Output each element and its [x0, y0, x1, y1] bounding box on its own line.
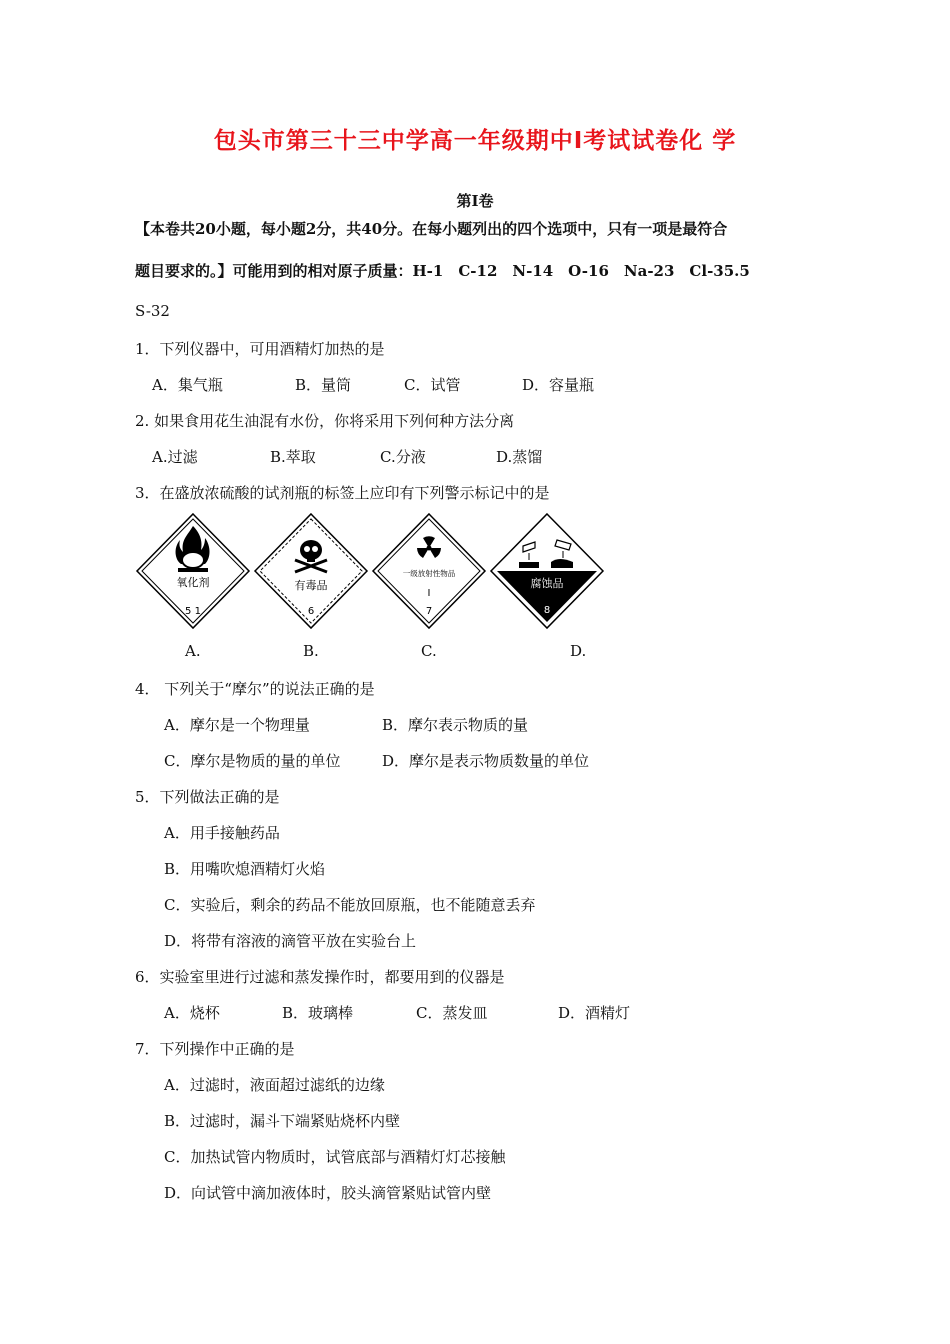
- question-1-option-c: C．试管: [404, 376, 461, 394]
- question-3-option-c: C.: [421, 642, 437, 660]
- radioactive-sign: [371, 512, 487, 630]
- question-1-option-b: B．量筒: [295, 376, 352, 394]
- question-2-option-d: D.蒸馏: [496, 448, 543, 466]
- section-heading: 第Ⅰ卷: [456, 192, 494, 210]
- question-1-stem: 1．下列仪器中，可用酒精灯加热的是: [135, 340, 385, 358]
- question-6-option-d: D．酒精灯: [558, 1004, 631, 1022]
- question-6-option-a: A．烧杯: [164, 1004, 220, 1022]
- page-title: 包头市第三十三中学高一年级期中I考试试卷化 学: [213, 128, 737, 154]
- sign-a-text: 氧化剂: [176, 576, 210, 589]
- sign-a-number: 5 1: [185, 606, 201, 617]
- question-7-stem: 7．下列操作中正确的是: [135, 1040, 295, 1058]
- question-7-option-c: C．加热试管内物质时，试管底部与酒精灯灯芯接触: [164, 1148, 506, 1166]
- question-4-option-c: C．摩尔是物质的量的单位: [164, 752, 341, 770]
- sign-d-number: 8: [543, 605, 551, 616]
- question-5-option-c: C．实验后，剩余的药品不能放回原瓶，也不能随意丢弃: [164, 896, 536, 914]
- question-7-option-d: D．向试管中滴加液体时，胶头滴管紧贴试管内壁: [164, 1184, 492, 1202]
- question-3-stem: 3．在盛放浓硫酸的试剂瓶的标签上应印有下列警示标记中的是: [135, 484, 550, 502]
- sign-c-mark: Ⅰ: [427, 588, 431, 599]
- question-6-option-b: B．玻璃棒: [282, 1004, 354, 1022]
- question-3-option-a: A.: [185, 642, 201, 660]
- question-3-option-b: B.: [303, 642, 319, 660]
- sign-c-number: 7: [425, 606, 433, 617]
- question-5-option-a: A．用手接触药品: [164, 824, 280, 842]
- question-6-option-c: C．蒸发皿: [416, 1004, 488, 1022]
- sign-d-text: 腐蚀品: [530, 577, 564, 590]
- question-3-option-d: D.: [570, 642, 587, 660]
- hazard-signs: [135, 512, 605, 632]
- question-4-option-b: B．摩尔表示物质的量: [382, 716, 529, 734]
- question-1-option-d: D．容量瓶: [522, 376, 595, 394]
- instructions-line-1: 【本卷共20小题，每小题2分，共40分。在每小题列出的四个选项中，只有一项是最符合: [135, 220, 728, 238]
- instructions-line-3: S-32: [135, 302, 170, 320]
- corrosive-sign: [489, 512, 605, 630]
- sign-b-number: 6: [307, 606, 315, 617]
- oxidizer-sign: [135, 512, 251, 630]
- question-5-option-b: B．用嘴吹熄酒精灯火焰: [164, 860, 326, 878]
- question-2-option-c: C.分液: [380, 448, 426, 466]
- question-1-option-a: A．集气瓶: [152, 376, 223, 394]
- question-6-stem: 6．实验室里进行过滤和蒸发操作时，都要用到的仪器是: [135, 968, 505, 986]
- question-7-option-a: A．过滤时，液面超过滤纸的边缘: [164, 1076, 385, 1094]
- sign-c-text: 一级放射性物品: [402, 569, 456, 578]
- question-2-option-b: B.萃取: [270, 448, 316, 466]
- question-4-option-a: A．摩尔是一个物理量: [164, 716, 310, 734]
- question-5-stem: 5．下列做法正确的是: [135, 788, 280, 806]
- question-4-stem: 4． 下列关于“摩尔”的说法正确的是: [135, 680, 375, 698]
- question-2-option-a: A.过滤: [152, 448, 198, 466]
- question-5-option-d: D．将带有溶液的滴管平放在实验台上: [164, 932, 417, 950]
- sign-b-text: 有毒品: [294, 579, 328, 592]
- toxic-sign: [253, 512, 369, 630]
- question-7-option-b: B．过滤时，漏斗下端紧贴烧杯内壁: [164, 1112, 401, 1130]
- question-2-stem: 2. 如果食用花生油混有水份，你将采用下列何种方法分离: [135, 412, 515, 430]
- question-4-option-d: D．摩尔是表示物质数量的单位: [382, 752, 590, 770]
- instructions-line-2: 题目要求的。】可能用到的相对原子质量：H-1 C-12 N-14 O-16 Na-23 Cl-35.5: [135, 262, 750, 280]
